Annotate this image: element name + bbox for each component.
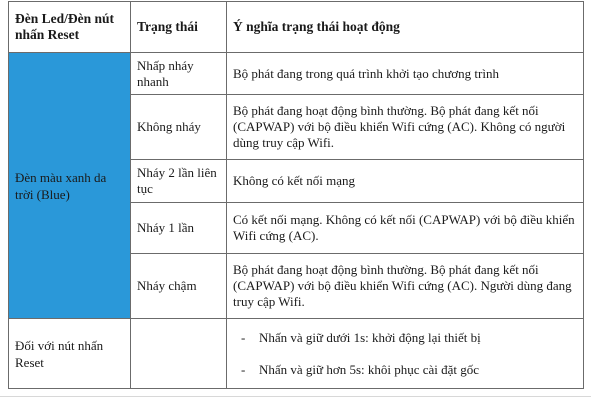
meaning-cell: Có kết nối mạng. Không có kết nối (CAPWAP) với bộ điều khiển Wifi cứng (AC). xyxy=(227,202,584,253)
header-state: Trạng thái xyxy=(131,2,227,53)
led-status-table xyxy=(8,1,584,389)
meaning-cell: Bộ phát đang hoạt động bình thường. Bộ phát đang kết nối (CAPWAP) với bộ điều khiển Wifi cứng (AC). Người dùng đang truy cập Wifi. xyxy=(227,253,584,319)
meaning-cell: Không có kết nối mạng xyxy=(227,159,584,202)
dash-bullet: - xyxy=(241,329,246,345)
reset-button-cell xyxy=(9,319,131,389)
blue-led-cell xyxy=(9,53,131,319)
blue-led-label: Đèn màu xanh da trời (Blue) xyxy=(15,169,107,202)
reset-instruction-text: Nhấn và giữ hơn 5s: khôi phục cài đặt gốc xyxy=(259,361,480,377)
table-header-row xyxy=(9,2,584,53)
reset-state-cell xyxy=(131,319,227,389)
state-cell: Nháy chậm xyxy=(131,253,227,319)
list-item xyxy=(233,362,577,378)
reset-instruction-text: Nhấn và giữ dưới 1s: khởi động lại thiết bị xyxy=(259,329,481,345)
dash-bullet: - xyxy=(241,361,246,377)
header-led-reset: Đèn Led/Đèn nút nhấn Reset xyxy=(9,2,131,53)
meaning-cell: Bộ phát đang trong quá trình khởi tạo chương trình xyxy=(227,53,584,95)
meaning-cell: Bộ phát đang hoạt động bình thường. Bộ phát đang kết nối (CAPWAP) với bộ điều khiển Wifi cứng (AC). Không có người dùng truy cập Wifi. xyxy=(227,95,584,160)
list-item xyxy=(233,330,577,346)
reset-button-label: Đối với nút nhấn Reset xyxy=(15,337,104,370)
state-cell: Nhấp nháy nhanh xyxy=(131,53,227,95)
header-meaning: Ý nghĩa trạng thái hoạt động xyxy=(227,2,584,53)
table-row-reset xyxy=(9,319,584,389)
state-cell: Nháy 1 lần xyxy=(131,202,227,253)
reset-meaning-cell xyxy=(227,319,584,389)
reset-instructions-list xyxy=(233,330,577,378)
state-cell: Nháy 2 lần liên tục xyxy=(131,159,227,202)
page-bottom-rule xyxy=(0,396,591,397)
table-row xyxy=(9,53,584,95)
state-cell: Không nháy xyxy=(131,95,227,160)
